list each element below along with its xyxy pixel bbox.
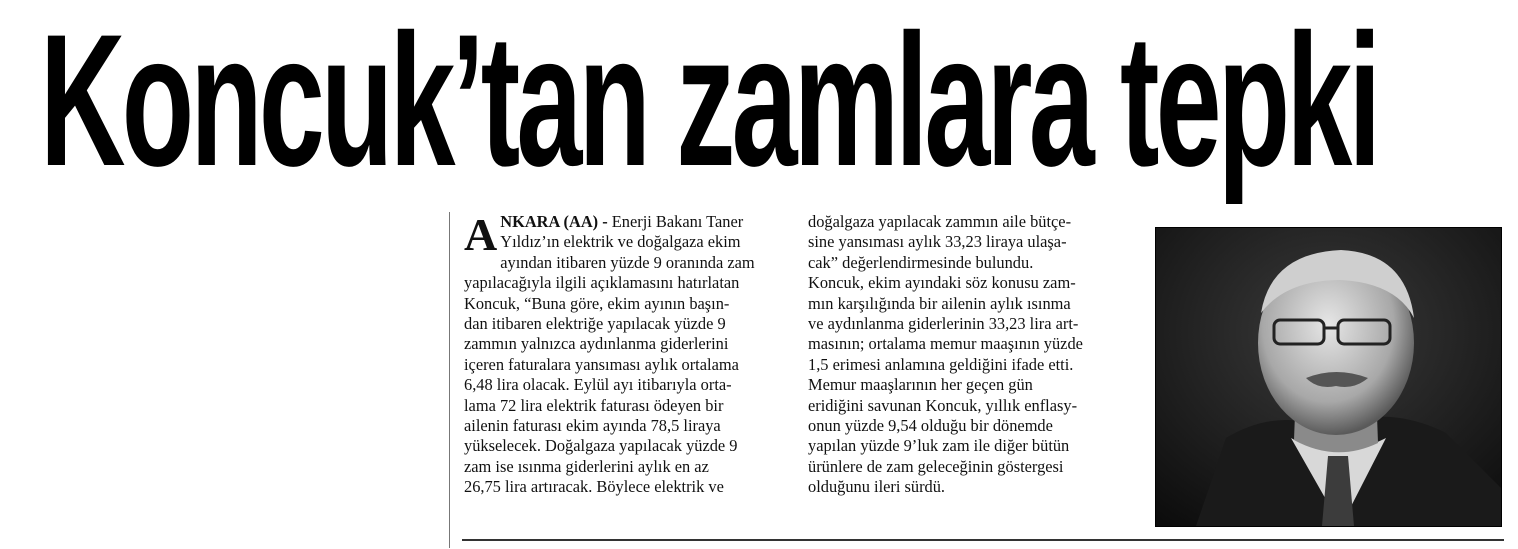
article-line: Koncuk, “Buna göre, ekim ayının başın- bbox=[464, 293, 730, 313]
article-line: sine yansıması aylık 33,23 liraya ulaşa- bbox=[808, 232, 1067, 252]
column-divider bbox=[449, 212, 450, 548]
portrait-photo bbox=[1155, 227, 1502, 527]
article-line: masının; ortalama memur maaşının yüzde bbox=[808, 334, 1083, 354]
article-line: eridiğini savunan Koncuk, yıllık enflasy- bbox=[808, 395, 1078, 415]
bottom-rule bbox=[462, 539, 1504, 541]
article-line: yapılacağıyla ilgili açıklamasını hatırlatan bbox=[464, 273, 740, 293]
article-column-1 bbox=[464, 209, 789, 498]
article-line: onun yüzde 9,54 olduğu bir dönemde bbox=[808, 416, 1053, 436]
article-paragraph bbox=[464, 209, 789, 498]
article-line: 6,48 lira olacak. Eylül ayı itibarıyla orta- bbox=[464, 375, 732, 395]
article-line: ve aydınlanma giderlerinin 33,23 lira art- bbox=[808, 314, 1079, 334]
headline: Koncuk’tan zamlara tepki bbox=[40, 0, 1378, 205]
article-line: 1,5 erimesi anlamına geldiğini ifade etti. bbox=[808, 354, 1074, 374]
article-line: cak” değerlendirmesinde bulundu. bbox=[808, 252, 1034, 272]
dropcap: A bbox=[464, 209, 498, 260]
article-line: içeren faturalara yansıması aylık ortalama bbox=[464, 354, 739, 374]
article-line: mın karşılığında bir ailenin aylık ısınma bbox=[808, 293, 1071, 313]
article-line: yapılan yüzde 9’luk zam ile diğer bütün bbox=[808, 436, 1070, 456]
article-line: ürünlere de zam geleceğinin göstergesi bbox=[808, 456, 1064, 476]
article-line: yükselecek. Doğalgaza yapılacak yüzde 9 bbox=[464, 436, 738, 456]
article-line: dan itibaren elektriğe yapılacak yüzde 9 bbox=[464, 314, 726, 334]
article-line: lama 72 lira elektrik faturası ödeyen bir bbox=[464, 395, 724, 415]
article-line: 26,75 lira artıracak. Böylece elektrik ve bbox=[464, 477, 724, 497]
article-line: ayından itibaren yüzde 9 oranında zam bbox=[500, 252, 755, 272]
article-line: Memur maaşlarının her geçen gün bbox=[808, 375, 1033, 395]
portrait-illustration bbox=[1156, 228, 1501, 526]
article-line: ailenin faturası ekim ayında 78,5 liraya bbox=[464, 416, 721, 436]
article-line: zammın yalnızca aydınlanma giderlerini bbox=[464, 334, 729, 354]
article-line: Yıldız’ın elektrik ve doğalgaza ekim bbox=[500, 232, 741, 252]
article-line: doğalgaza yapılacak zammın aile bütçe- bbox=[808, 212, 1072, 231]
article-line: Koncuk, ekim ayındaki söz konusu zam- bbox=[808, 273, 1076, 293]
dateline: NKARA (AA) - bbox=[500, 212, 608, 231]
article-paragraph bbox=[808, 212, 1138, 498]
article-line: olduğunu ileri sürdü. bbox=[808, 477, 946, 497]
article-line: Enerji Bakanı Taner bbox=[607, 212, 744, 231]
article-column-2 bbox=[808, 212, 1138, 498]
article-line: zam ise ısınma giderlerini aylık en az bbox=[464, 456, 709, 476]
